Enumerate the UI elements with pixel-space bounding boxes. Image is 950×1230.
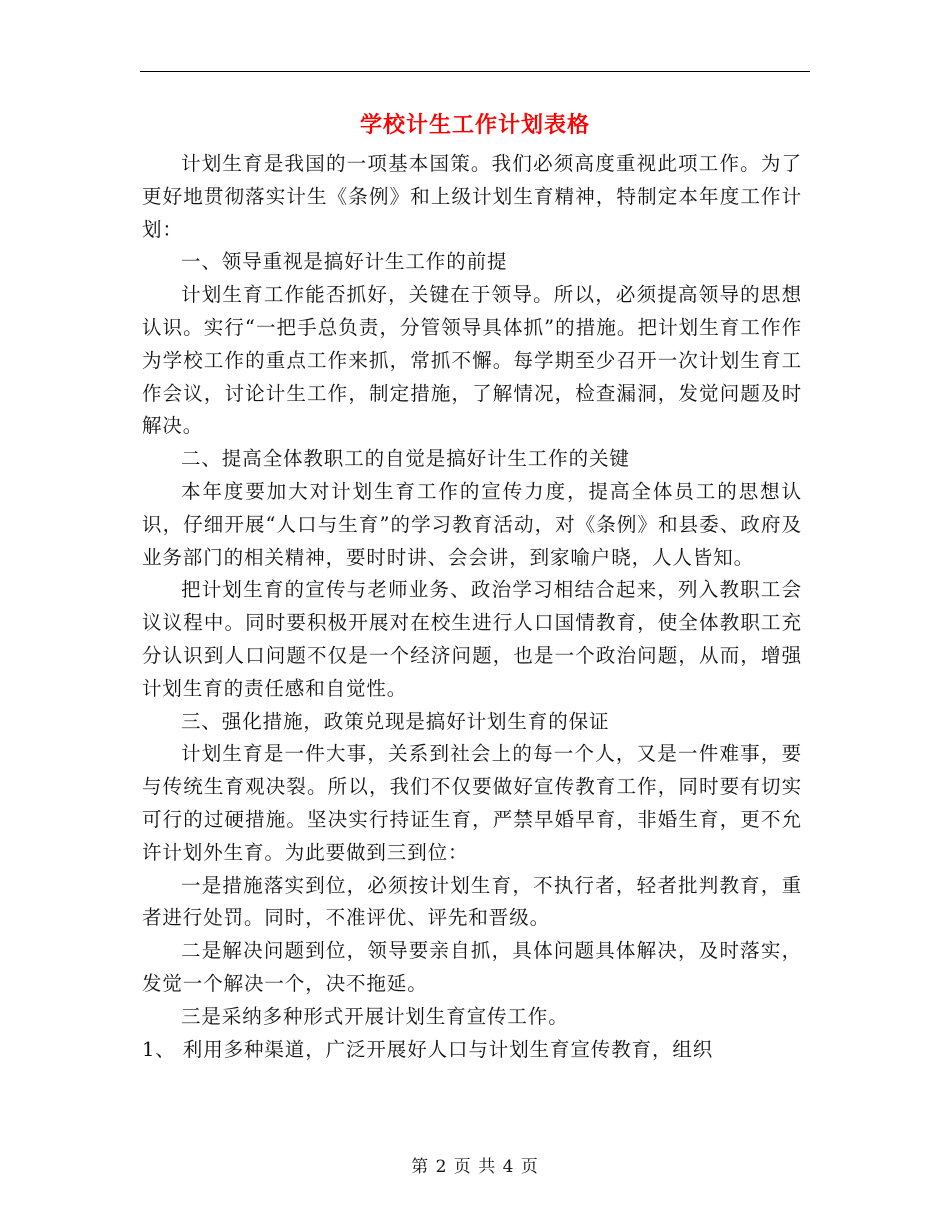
paragraph-publicity: 本年度要加大对计划生育工作的宣传力度，提高全体员工的思想认识，仔细开展“人口与生育”的学习教育活动，对《条例》和县委、政府及业务部门的相关精神，要时时讲、会会讲，到家喻户晓，人人皆知。 [142, 479, 802, 569]
page-number: 第 2 页 共 4 页 [411, 1157, 539, 1177]
section-heading-1: 一、领导重视是搞好计生工作的前提 [181, 250, 508, 274]
paragraph-leadership: 计划生育工作能否抓好，关键在于领导。所以，必须提高领导的思想认识。实行“一把手总负责，分管领导具体抓”的措施。把计划生育工作作为学校工作的重点工作来抓，常抓不懈。每学期至少召开一次计划生育工作会议，讨论计生工作，制定措施，了解情况，检查漏洞，发觉问题及时解决。 [142, 283, 802, 438]
document-title: 学校计生工作计划表格 [359, 112, 590, 138]
header-rule [140, 71, 810, 72]
section-heading-2: 二、提高全体教职工的自觉是搞好计生工作的关键 [181, 447, 630, 471]
paragraph-intro: 计划生育是我国的一项基本国策。我们必须高度重视此项工作。为了更好地贯彻落实计生《条例》和上级计划生育精神，特制定本年度工作计划： [142, 152, 802, 241]
paragraph-measure-three: 三是采纳多种形式开展计划生育宣传工作。 [181, 1004, 569, 1028]
paragraph-measure-one: 一是措施落实到位，必须按计划生育，不执行者，轻者批判教育，重者进行处罚。同时，不准评优、评先和晋级。 [142, 873, 802, 930]
paragraph-measures: 计划生育是一件大事，关系到社会上的每一个人，又是一件难事，要与传统生育观决裂。所以，我们不仅要做好宣传教育工作，同时要有切实可行的过硬措施。坚决实行持证生育，严禁早婚早育，非婚生育，更不允许计划外生育。为此要做到三到位： [142, 742, 802, 864]
section-heading-3: 三、强化措施，政策兑现是搞好计划生育的保证 [181, 709, 610, 733]
paragraph-measure-two: 二是解决问题到位，领导要亲自抓，具体问题具体解决，及时落实，发觉一个解决一个，决不拖延。 [142, 939, 802, 995]
paragraph-integration: 把计划生育的宣传与老师业务、政治学习相结合起来，列入教职工会议议程中。同时要积极开展对在校生进行人口国情教育，使全体教职工充分认识到人口问题不仅是一个经济问题，也是一个政治问题，从而，增强计划生育的责任感和自觉性。 [142, 578, 802, 700]
list-item-1: 1、 利用多种渠道，广泛开展好人口与计划生育宣传教育，组织 [142, 1037, 714, 1061]
document-body [142, 148, 802, 1066]
